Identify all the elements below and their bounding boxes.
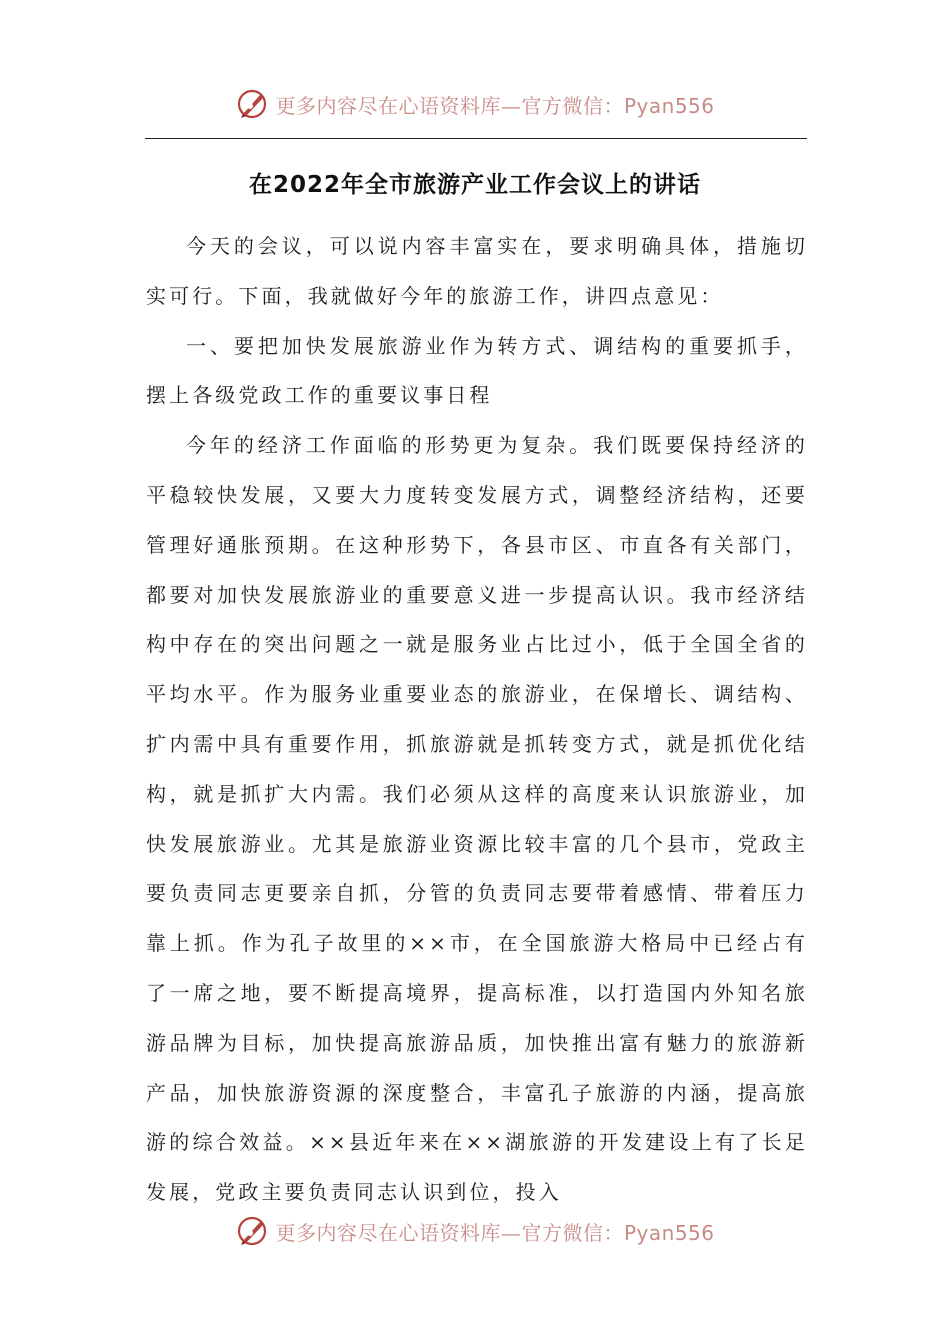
document-title: 在2022年全市旅游产业工作会议上的讲话 — [248, 172, 701, 198]
document-body — [146, 222, 808, 1218]
banner-site-text: 更多内容尽在心语资料库 — [275, 1220, 501, 1245]
paragraph-intro: 今天的会议，可以说内容丰富实在，要求明确具体，措施切实可行。下面，我就做好今年的旅游工作，讲四点意见： — [146, 234, 808, 308]
banner-dash: — — [500, 1220, 522, 1245]
header-divider — [145, 138, 807, 139]
banner-wechat-id: Pyan556 — [623, 93, 715, 118]
paragraph-main: 今年的经济工作面临的形势更为复杂。我们既要保持经济的平稳较快发展，又要大力度转变发展方式，调整经济结构，还要管理好通胀预期。在这种形势下，各县市区、市直各有关部门，都要对加快发展旅游业的重要意义进一步提高认识。我市经济结构中存在的突出问题之一就是服务业占比过小，低于全国全省的平均水平。作为服务业重要业态的旅游业，在保增长、调结构、扩内需中具有重要作用，抓旅游就是抓转变方式，就是抓优化结构，就是抓扩大内需。我们必须从这样的高度来认识旅游业，加快发展旅游业。尤其是旅游业资源比较丰富的几个县市，党政主要负责同志更要亲自抓，分管的负责同志要带着感情、带着压力靠上抓。作为孔子故里的××市，在全国旅游大格局中已经占有了一席之地，要不断提高境界，提高标准，以打造国内外知名旅游品牌为目标，加快提高旅游品质，加快推出富有魅力的旅游新产品，加快旅游资源的深度整合，丰富孔子旅游的内涵，提高旅游的综合效益。××县近年来在××湖旅游的开发建设上有了长足发展，党政主要负责同志认识到位，投入 — [146, 433, 808, 1205]
footer-banner — [0, 1211, 950, 1251]
banner-wechat-label: 官方微信： — [521, 1220, 624, 1245]
pen-logo-icon — [235, 1213, 271, 1249]
header-banner — [0, 84, 950, 124]
pen-logo-icon — [235, 86, 271, 122]
banner-site-text: 更多内容尽在心语资料库 — [275, 93, 501, 118]
banner-dash: — — [500, 93, 522, 118]
banner-wechat-id: Pyan556 — [623, 1220, 715, 1245]
paragraph-section-heading: 一、要把加快发展旅游业作为转方式、调结构的重要抓手，摆上各级党政工作的重要议事日程 — [146, 333, 808, 408]
banner-wechat-label: 官方微信： — [521, 93, 624, 118]
